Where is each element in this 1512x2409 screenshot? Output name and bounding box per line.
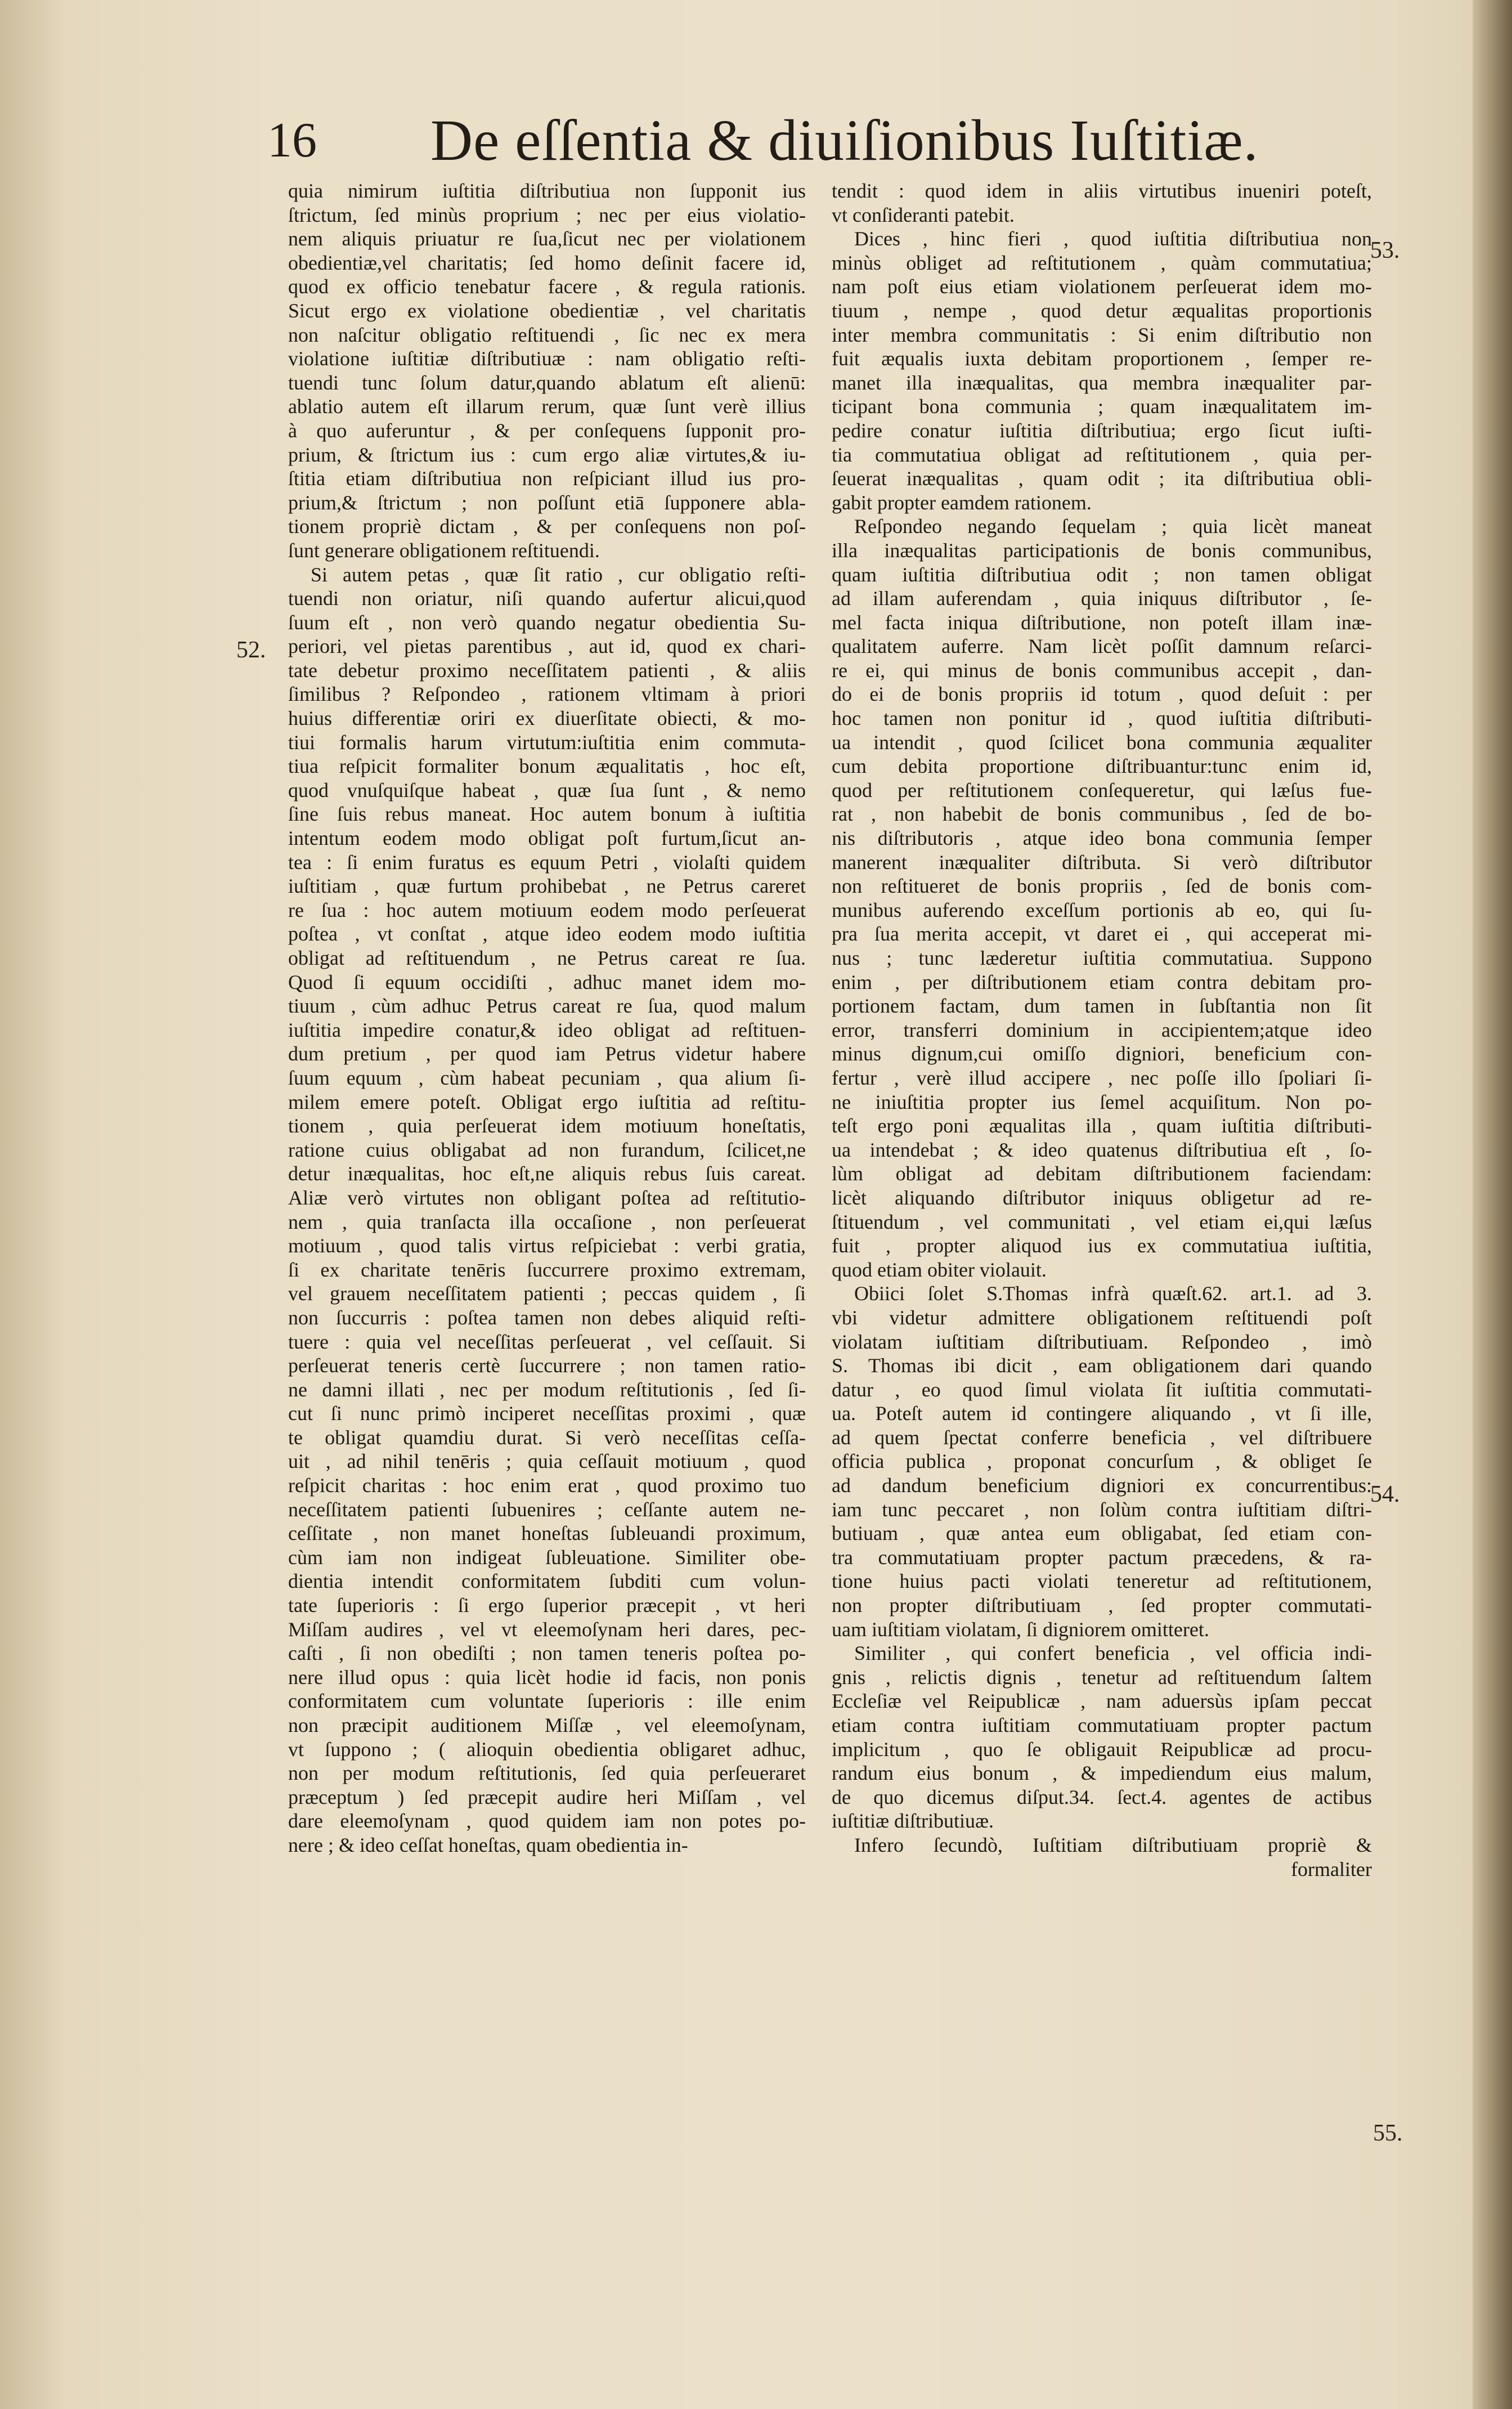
text-line: tra commutatiuam propter pactum præcedens, & ra- bbox=[832, 1546, 1372, 1569]
text-line: dare eleemoſynam , quod quidem iam non potes po- bbox=[288, 1810, 806, 1833]
text-line: tionem propriè dictam , & per conſequens non poſ- bbox=[288, 515, 806, 538]
text-line: ua intendebat ; & ideo quatenus diſtributiua eſt , ſo- bbox=[832, 1138, 1372, 1161]
text-line: reſpicit charitas : hoc enim erat , quod proximo tuo bbox=[288, 1474, 806, 1497]
text-line: nis diſtributoris , atque ideo bona communia ſemper bbox=[832, 827, 1372, 850]
text-line: ſtitia etiam diſtributiua non reſpiciant illud ius pro- bbox=[288, 467, 806, 490]
text-line: violatam iuſtitiam diſtributiuam. Reſpondeo , imò bbox=[832, 1330, 1372, 1353]
text-line: vel grauem neceſſitatem patienti ; peccas quidem , ſi bbox=[288, 1282, 806, 1305]
text-line: Miſſam audires , vel vt eleemoſynam heri dares, pec- bbox=[288, 1618, 806, 1641]
text-line: conformitatem cum voluntate ſuperioris : ille enim bbox=[288, 1690, 806, 1713]
text-line: quod etiam obiter violauit. bbox=[832, 1258, 1047, 1281]
text-line: rat , non habebit de bonis communibus , ſed de bo- bbox=[832, 803, 1372, 826]
page-number: 16 bbox=[267, 113, 317, 168]
text-line: manerent inæqualiter diſtributa. Si verò diſtributor bbox=[832, 850, 1372, 874]
text-line: motiuum , quod talis virtus reſpiciebat : verbi gratia, bbox=[288, 1234, 806, 1257]
text-line: ſtituendum , vel communitati , vel etiam ei,qui læſus bbox=[832, 1210, 1372, 1233]
text-line: de quo dicemus diſput.34. ſect.4. agentes de actibus bbox=[832, 1785, 1372, 1808]
page-edge-shadow bbox=[0, 0, 68, 2409]
text-line: formaliter bbox=[1291, 1857, 1372, 1880]
text-line: nere illud opus : quia licèt hodie id facis, non ponis bbox=[288, 1665, 806, 1689]
text-line: ua. Poteſt autem id contingere aliquando , vt ſi ille, bbox=[832, 1402, 1372, 1425]
text-line: etiam contra iuſtitiam commutatiuam propter pactum bbox=[832, 1714, 1372, 1736]
text-line: do ei de bonis propriis id totum , quod deſuit : per bbox=[832, 683, 1372, 706]
text-line: Similiter , qui confert beneficia , vel officia indi- bbox=[854, 1642, 1372, 1665]
text-line: quia nimirum iuſtitia diſtributiua non ſupponit ius bbox=[288, 180, 806, 202]
text-line: prium,& ſtrictum ; non poſſunt etiā ſupponere abla- bbox=[288, 491, 806, 514]
text-line: tione huius pacti violati teneretur ad reſtitutionem, bbox=[832, 1570, 1372, 1593]
running-header bbox=[267, 110, 1336, 172]
text-line: quod vnuſquiſque habeat , quæ ſua ſunt , & nemo bbox=[288, 778, 806, 801]
text-line: datur , eo quod ſimul violata ſit iuſtitia commutati- bbox=[832, 1378, 1372, 1401]
text-line: tuendi tunc ſolum datur,quando ablatum eſt alienū: bbox=[288, 371, 806, 394]
text-line: nus ; tunc læderetur iuſtitia commutatiua. Suppono bbox=[832, 947, 1372, 969]
text-line: manet illa inæqualitas, qua membra inæqualiter par- bbox=[832, 371, 1372, 394]
text-line: teſt ergo poni æqualitas illa , quam iuſtitia diſtributi- bbox=[832, 1114, 1372, 1138]
marginal-number-52: 52. bbox=[236, 637, 266, 663]
marginal-number-53: 53. bbox=[1370, 238, 1400, 263]
text-line: tendit : quod idem in aliis virtutibus inueniri poteſt, bbox=[832, 180, 1372, 202]
text-line: Infero ſecundò, Iuſtitiam diſtributiuam propriè & bbox=[854, 1833, 1372, 1856]
text-line: ad illam auferendam , quia iniquus diſtributor , ſe- bbox=[832, 587, 1372, 610]
left-text-column bbox=[288, 179, 806, 1857]
text-line: fuit æqualis iuxta debitam proportionem , ſemper re- bbox=[832, 347, 1372, 370]
text-line: ablatio autem eſt illarum rerum, quæ ſunt verè illius bbox=[288, 395, 806, 418]
text-line: pedire conatur iuſtitia diſtributiua; ergo ſicut iuſti- bbox=[832, 419, 1372, 442]
text-line: dum pretium , per quod iam Petrus videtur habere bbox=[288, 1042, 806, 1065]
book-spine-edge bbox=[1473, 0, 1512, 2409]
text-line: quam iuſtitia diſtributiua odit ; non tamen obligat bbox=[832, 563, 1372, 586]
text-line: tiuum , cùm adhuc Petrus careat re ſua, quod malum bbox=[288, 995, 806, 1018]
text-line: vbi videtur admittere obligationem reſtituendi poſt bbox=[832, 1306, 1372, 1329]
text-line: ſi ex charitate tenēris ſuccurrere proximo extremam, bbox=[288, 1258, 806, 1281]
text-line: Dices , hinc fieri , quod iuſtitia diſtributiua non bbox=[854, 227, 1372, 250]
text-line: nere ; & ideo ceſſat honeſtas, quam obedientia in- bbox=[288, 1833, 688, 1856]
text-line: iuſtitiæ diſtributiuæ. bbox=[832, 1810, 994, 1833]
running-title: De eſſentia & diuiſionibus Iuſtitiæ. bbox=[430, 108, 1259, 173]
text-line: tate ſuperioris : ſi ergo ſuperior præcepit , vt heri bbox=[288, 1594, 806, 1617]
text-line: implicitum , quo ſe obligauit Reipublicæ ad procu- bbox=[832, 1738, 1372, 1761]
text-line: quod per reſtitutionem conſequeretur, qui læſus fue- bbox=[832, 778, 1372, 801]
text-line: ſine ſuis rebus maneat. Hoc autem bonum à iuſtitia bbox=[288, 803, 806, 826]
text-line: minus dignum,cui omiſſo digniori, beneficium con- bbox=[832, 1042, 1372, 1065]
text-line: ratione cuius obligabat ad non furandum, ſcilicet,ne bbox=[288, 1138, 806, 1161]
text-line: prium, & ſtrictum ius : cum ergo aliæ virtutes,& iu- bbox=[288, 443, 806, 466]
text-line: ceſſitate , non manet honeſtas ſubleuandi proximum, bbox=[288, 1522, 806, 1545]
text-line: tuere : quia vel neceſſitas perſeuerat , vel ceſſauit. Si bbox=[288, 1330, 806, 1353]
text-line: quod ex officio tenebatur facere , & regula rationis. bbox=[288, 275, 806, 298]
text-line: ſeuerat inæqualitas , quam odit ; ita diſtributiua obli- bbox=[832, 467, 1372, 490]
text-line: fuit , propter aliquod ius ex commutatiua iuſtitia, bbox=[832, 1234, 1372, 1257]
text-line: cum debita proportione diſtribuantur:tunc enim id, bbox=[832, 755, 1372, 778]
text-line: inter membra communitatis : Si enim diſtributio non bbox=[832, 323, 1372, 346]
text-line: Eccleſiæ vel Reipublicæ , nam aduersùs ipſam peccat bbox=[832, 1690, 1372, 1713]
text-line: tiua reſpicit formaliter bonum æqualitatis , hoc eſt, bbox=[288, 755, 806, 778]
text-line: tia commutatiua obligat ad reſtitutionem , quia per- bbox=[832, 443, 1372, 466]
text-line: ſuum eſt , non verò quando negatur obedientia Su- bbox=[288, 611, 806, 634]
text-line: ua intendit , quod ſcilicet bona communia æqualiter bbox=[832, 731, 1372, 754]
text-line: caſti , ſi non obediſti ; non tamen teneris poſtea po- bbox=[288, 1642, 806, 1665]
text-line: ſimilibus ? Reſpondeo , rationem vltimam à priori bbox=[288, 683, 806, 706]
text-line: ſuum equum , cùm habeat pecuniam , qua alium ſi- bbox=[288, 1066, 806, 1089]
text-line: nem , quia tranſacta illa occaſione , non perſeuerat bbox=[288, 1210, 806, 1233]
text-line: Reſpondeo negando ſequelam ; quia licèt maneat bbox=[854, 515, 1372, 538]
text-line: præceptum ) ſed præcepit audire heri Miſſam , vel bbox=[288, 1785, 806, 1808]
text-line: iuſtitiam , quæ furtum prohibebat , ne Petrus careret bbox=[288, 875, 806, 898]
text-line: obedientiæ,vel charitatis; ſed homo deſinit facere id, bbox=[288, 251, 806, 274]
text-line: violatione iuſtitiæ diſtributiuæ : nam obligatio reſti- bbox=[288, 347, 806, 370]
text-line: illa inæqualitas participationis de bonis communibus, bbox=[832, 539, 1372, 562]
text-line: Quod ſi equum occidiſti , adhuc manet idem mo- bbox=[288, 970, 806, 993]
text-line: non præcipit auditionem Miſſæ , vel eleemoſynam, bbox=[288, 1714, 806, 1736]
text-line: gnis , relictis dignis , tenetur ad reſtituendum ſaltem bbox=[832, 1665, 1372, 1689]
text-line: iuſtitia impedire conatur,& ideo obligat ad reſtituen- bbox=[288, 1018, 806, 1041]
text-line: dientia intendit conformitatem ſubditi cum volun- bbox=[288, 1570, 806, 1593]
text-line: Sicut ergo ex violatione obedientiæ , vel charitatis bbox=[288, 299, 806, 322]
text-line: ne damni illati , nec per modum reſtitutionis , ſed ſi- bbox=[288, 1378, 806, 1401]
text-line: tea : ſi enim furatus es equum Petri , violaſti quidem bbox=[288, 850, 806, 874]
text-line: pra ſua merita accepit, vt daret ei , qui acceperat mi- bbox=[832, 923, 1372, 946]
text-line: non reſtitueret de bonis propriis , ſed de bonis com- bbox=[832, 875, 1372, 898]
text-line: Si autem petas , quæ ſit ratio , cur obligatio reſti- bbox=[311, 563, 806, 586]
text-line: randum eius bonum , & impediendum eius malum, bbox=[832, 1762, 1372, 1785]
text-line: à quo auferuntur , & per conſequens ſupponit pro- bbox=[288, 419, 806, 442]
text-line: ad dandum beneficium digniori ex concurrentibus: bbox=[832, 1474, 1372, 1497]
text-line: vt ſuppono ; ( alioquin obedientia obligaret adhuc, bbox=[288, 1738, 806, 1761]
text-line: ad quem ſpectat conferre beneficia , vel diſtribuere bbox=[832, 1426, 1372, 1449]
text-line: tiui formalis harum virtutum:iuſtitia enim commuta- bbox=[288, 731, 806, 754]
text-line: qualitatem auferre. Nam licèt poſſit damnum reſarci- bbox=[832, 635, 1372, 658]
text-line: perſeuerat teneris certè ſuccurrere ; non tamen ratio- bbox=[288, 1354, 806, 1377]
text-line: cut ſi nunc primò inciperet neceſſitas proximi , quæ bbox=[288, 1402, 806, 1425]
text-line: lùm obligat ad debitam diſtributionem faciendam: bbox=[832, 1162, 1372, 1185]
text-line: poſtea , vt conſtat , atque ideo eodem modo iuſtitia bbox=[288, 923, 806, 946]
text-line: neceſſitatem patienti ſubuenires ; ceſſante autem ne- bbox=[288, 1498, 806, 1521]
text-line: portionem factam, dum tamen in ſubſtantia non ſit bbox=[832, 995, 1372, 1018]
text-line: tionem , quia perſeuerat idem motiuum honeſtatis, bbox=[288, 1114, 806, 1138]
text-line: detur inæqualitas, hoc eſt,ne aliquis rebus ſuis careat. bbox=[288, 1162, 806, 1185]
text-line: S. Thomas ibi dicit , eam obligationem dari quando bbox=[832, 1354, 1372, 1377]
text-line: mel facta iniqua diſtributione, non poteſt illam inæ- bbox=[832, 611, 1372, 634]
right-text-column bbox=[832, 179, 1372, 1881]
text-line: obligat ad reſtituendum , ne Petrus careat re ſua. bbox=[288, 947, 806, 969]
marginal-number-54: 54. bbox=[1370, 1481, 1400, 1507]
text-line: te obligat quamdiu durat. Si verò neceſſitas ceſſa- bbox=[288, 1426, 806, 1449]
text-line: vt conſideranti patebit. bbox=[832, 203, 1015, 226]
text-line: ticipant bona communia ; quam inæqualitatem im- bbox=[832, 395, 1372, 418]
text-line: periori, vel pietas parentibus , aut id, quod ex chari- bbox=[288, 635, 806, 658]
text-line: Obiici ſolet S.Thomas infrà quæſt.62. art.1. ad 3. bbox=[854, 1282, 1372, 1305]
text-line: intentum eodem modo obligat poſt furtum,ſicut an- bbox=[288, 827, 806, 850]
text-line: minùs obliget ad reſtitutionem , quàm commutatiua; bbox=[832, 251, 1372, 274]
text-line: non per modum reſtitutionis, ſed quia perſeueraret bbox=[288, 1762, 806, 1785]
text-line: tate debetur proximo neceſſitatem patienti , & aliis bbox=[288, 659, 806, 682]
text-line: huius differentiæ oriri ex diuerſitate obiecti, & mo- bbox=[288, 707, 806, 730]
text-line: error, transferri dominium in accipientem;atque ideo bbox=[832, 1018, 1372, 1041]
text-line: re ſua : hoc autem motiuum eodem modo perſeuerat bbox=[288, 898, 806, 921]
text-line: cùm iam non indigeat ſubleuatione. Similiter obe- bbox=[288, 1546, 806, 1569]
text-line: fertur , verè illud accipere , nec poſſe illo ſpoliari ſi- bbox=[832, 1066, 1372, 1089]
text-line: ne iniuſtitia propter ius ſemel acquiſitum. Non po- bbox=[832, 1090, 1372, 1113]
text-line: hoc tamen non ponitur id , quod iuſtitia diſtributi- bbox=[832, 707, 1372, 730]
text-line: licèt aliquando diſtributor iniquus obligetur ad re- bbox=[832, 1186, 1372, 1209]
text-line: non propter diſtributiuam , ſed propter commutati- bbox=[832, 1594, 1372, 1617]
text-line: ſtrictum, ſed minùs proprium ; nec per eius violatio- bbox=[288, 203, 806, 226]
text-line: butiuam , quæ antea eum obligabat, ſed etiam con- bbox=[832, 1522, 1372, 1545]
text-line: tuendi non oriatur, niſi quando aufertur alicui,quod bbox=[288, 587, 806, 610]
text-line: re ei, qui minus de bonis communibus accepit , dan- bbox=[832, 659, 1372, 682]
text-line: uit , ad nihil tenēris ; quia ceſſauit motiuum , quod bbox=[288, 1450, 806, 1473]
marginal-number-55: 55. bbox=[1373, 2120, 1403, 2146]
text-line: munibus auferendo exceſſum portionis ab eo, qui ſu- bbox=[832, 898, 1372, 921]
text-line: Aliæ verò virtutes non obligant poſtea ad reſtitutio- bbox=[288, 1186, 806, 1209]
text-line: iam tunc peccaret , non ſolùm contra iuſtitiam diſtri- bbox=[832, 1498, 1372, 1521]
text-line: tiuum , nempe , quod detur æqualitas proportionis bbox=[832, 299, 1372, 322]
text-line: milem emere poteſt. Obligat ergo iuſtitia ad reſtitu- bbox=[288, 1090, 806, 1113]
text-line: non naſcitur obligatio reſtituendi , ſic nec ex mera bbox=[288, 323, 806, 346]
text-line: nam poſt eius etiam violationem perſeuerat idem mo- bbox=[832, 275, 1372, 298]
text-line: non ſuccurris : poſtea tamen non debes aliquid reſti- bbox=[288, 1306, 806, 1329]
text-line: nem aliquis priuatur re ſua,ſicut nec per violationem bbox=[288, 227, 806, 250]
text-line: gabit propter eamdem rationem. bbox=[832, 491, 1092, 514]
text-line: ſunt generare obligationem reſtituendi. bbox=[288, 539, 600, 562]
text-line: uam iuſtitiam violatam, ſi digniorem omitteret. bbox=[832, 1618, 1209, 1641]
text-line: officia publica , proponat concurſum , & obliget ſe bbox=[832, 1450, 1372, 1473]
text-line: enim , per diſtributionem etiam contra debitam pro- bbox=[832, 970, 1372, 993]
